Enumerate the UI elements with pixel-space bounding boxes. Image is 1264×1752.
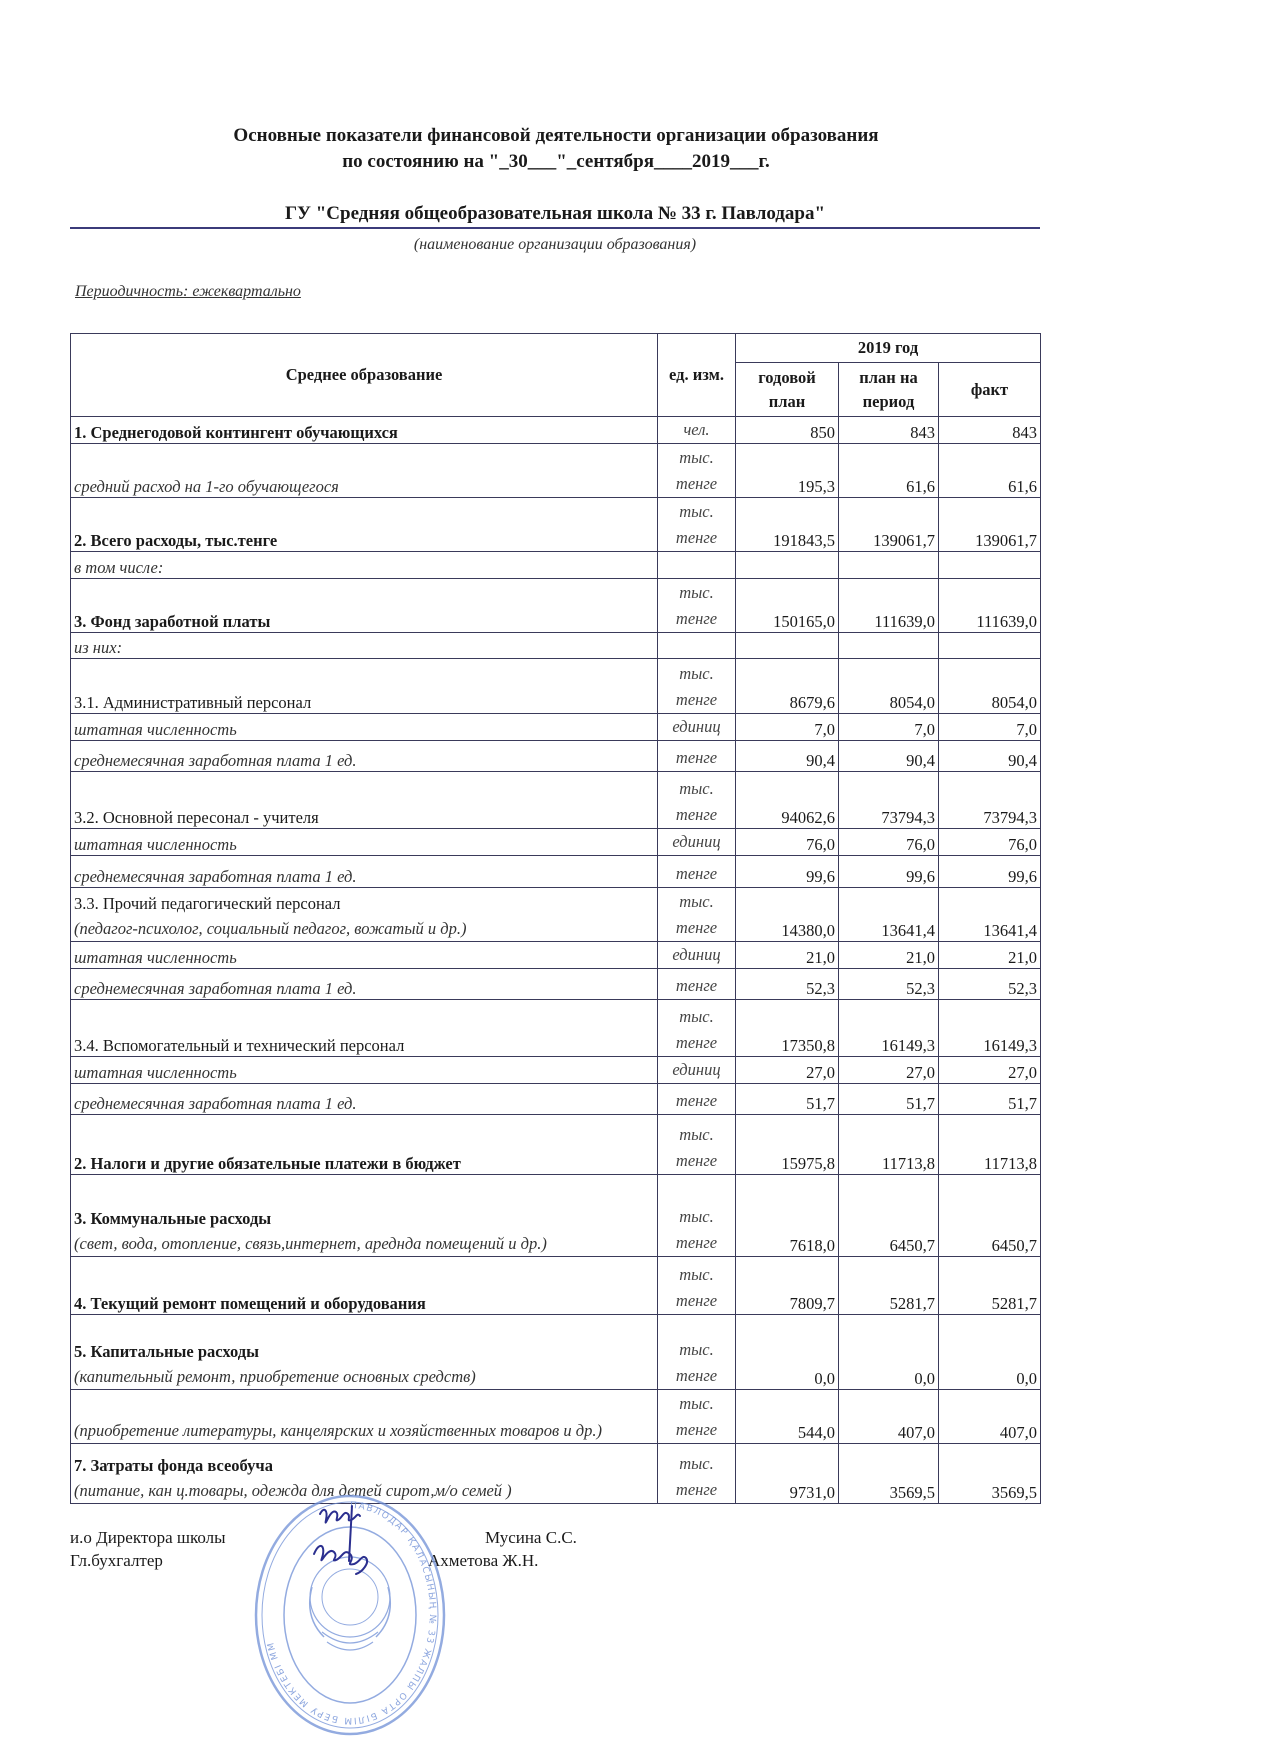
row-annual-plan: 7,0: [736, 714, 839, 741]
column-group-year: 2019 год: [736, 334, 1041, 363]
row-label: среднемесячная заработная плата 1 ед.: [74, 1094, 357, 1113]
accountant-title: Гл.бухгалтер: [70, 1551, 163, 1570]
row-unit: тыс. тенге: [658, 498, 736, 552]
row-fact: 51,7: [939, 1084, 1041, 1115]
row-period-plan: 99,6: [839, 856, 939, 888]
row-label: 7. Затраты фонда всеобуча: [74, 1456, 273, 1475]
row-period-plan: 27,0: [839, 1057, 939, 1084]
row-unit: [658, 552, 736, 579]
row-fact: 73794,3: [939, 772, 1041, 829]
row-label: 2. Налоги и другие обязательные платежи в бюджет: [74, 1154, 461, 1173]
row-unit: тыс. тенге: [658, 888, 736, 942]
row-unit: чел.: [658, 417, 736, 444]
row-period-plan: 6450,7: [839, 1175, 939, 1257]
row-period-plan: 21,0: [839, 942, 939, 969]
row-label: 4. Текущий ремонт помещений и оборудования: [74, 1294, 426, 1313]
row-indicator-name: [71, 1315, 658, 1390]
row-annual-plan: 150165,0: [736, 579, 839, 633]
table-row: [71, 1115, 1041, 1175]
table-row: [71, 1444, 1041, 1504]
row-indicator-name: [71, 633, 658, 659]
row-fact: 5281,7: [939, 1257, 1041, 1315]
row-period-plan: 111639,0: [839, 579, 939, 633]
row-label: 3.1. Административный персонал: [74, 693, 312, 712]
periodicity-label: Периодичность: ежеквартально: [75, 283, 301, 300]
table-row: [71, 1000, 1041, 1057]
row-indicator-name: [71, 714, 658, 741]
row-period-plan: 11713,8: [839, 1115, 939, 1175]
row-period-plan: 0,0: [839, 1315, 939, 1390]
row-annual-plan: 544,0: [736, 1390, 839, 1444]
row-indicator-name: [71, 1084, 658, 1115]
row-fact: 3569,5: [939, 1444, 1041, 1504]
table-row: [71, 498, 1041, 552]
row-unit: единиц: [658, 942, 736, 969]
row-period-plan: 3569,5: [839, 1444, 939, 1504]
row-period-plan: [839, 552, 939, 579]
row-period-plan: 51,7: [839, 1084, 939, 1115]
column-header-fact: факт: [939, 363, 1041, 417]
row-annual-plan: 7618,0: [736, 1175, 839, 1257]
row-unit: [658, 633, 736, 659]
row-fact: 90,4: [939, 741, 1041, 772]
row-indicator-name: [71, 498, 658, 552]
table-row: [71, 1057, 1041, 1084]
handwritten-signatures: [314, 1506, 367, 1574]
column-header-annual-plan: годовой план: [736, 363, 839, 417]
row-period-plan: 52,3: [839, 969, 939, 1000]
row-fact: [939, 552, 1041, 579]
column-header-unit: ед. изм.: [658, 334, 736, 417]
row-unit: тыс. тенге: [658, 1257, 736, 1315]
row-sublabel: (приобретение литературы, канцелярских и хозяйственных товаров и др.): [74, 1421, 602, 1440]
row-fact: 76,0: [939, 829, 1041, 856]
row-label: в том числе:: [74, 558, 164, 577]
row-unit: тыс. тенге: [658, 1390, 736, 1444]
table-row: [71, 741, 1041, 772]
table-row: [71, 969, 1041, 1000]
table-row: [71, 1315, 1041, 1390]
row-indicator-name: [71, 969, 658, 1000]
row-indicator-name: [71, 741, 658, 772]
row-label: 5. Капитальные расходы: [74, 1342, 259, 1361]
stamp-ring-text: ПАВЛОДАР ҚАЛАСЫНЫҢ № 33 ЖАЛПЫ ОРТА БІЛІМ БЕРУ МЕКТЕБІ ММ: [265, 1500, 438, 1726]
table-row: [71, 714, 1041, 741]
row-label: из них:: [74, 638, 123, 657]
table-row: [71, 444, 1041, 498]
row-label: 3.3. Прочий педагогический персонал: [74, 894, 341, 913]
organization-name: ГУ "Средняя общеобразовательная школа № 33 г. Павлодара": [70, 203, 1040, 229]
row-label: 1. Среднегодовой контингент обучающихся: [74, 423, 398, 442]
row-sublabel: (капительный ремонт, приобретение основных средств): [74, 1367, 476, 1386]
document-date-line: по состоянию на "_30___"_сентября____2019___г.: [342, 151, 770, 172]
row-indicator-name: [71, 579, 658, 633]
row-fact: 61,6: [939, 444, 1041, 498]
row-sublabel: (свет, вода, отопление, связь,интернет, аредндa помещений и др.): [74, 1234, 547, 1253]
row-annual-plan: 195,3: [736, 444, 839, 498]
director-title: и.о Директора школы: [70, 1528, 226, 1547]
row-fact: [939, 633, 1041, 659]
table-row: [71, 1084, 1041, 1115]
row-unit: тыс. тенге: [658, 1315, 736, 1390]
row-indicator-name: [71, 888, 658, 942]
row-indicator-name: [71, 552, 658, 579]
row-fact: 16149,3: [939, 1000, 1041, 1057]
row-label: 2. Всего расходы, тыс.тенге: [74, 531, 278, 550]
row-fact: 139061,7: [939, 498, 1041, 552]
row-annual-plan: 850: [736, 417, 839, 444]
row-annual-plan: 27,0: [736, 1057, 839, 1084]
row-annual-plan: 17350,8: [736, 1000, 839, 1057]
column-header-name: Среднее образование: [71, 334, 658, 417]
row-fact: 6450,7: [939, 1175, 1041, 1257]
financial-indicators-table: [70, 333, 1041, 1504]
row-unit: тыс. тенге: [658, 1175, 736, 1257]
row-period-plan: 13641,4: [839, 888, 939, 942]
row-label: 3.2. Основной пересонал - учителя: [74, 808, 319, 827]
accountant-name: Ахметова Ж.Н.: [428, 1551, 539, 1570]
table-row: [71, 1175, 1041, 1257]
row-fact: 52,3: [939, 969, 1041, 1000]
row-unit: тыс. тенге: [658, 579, 736, 633]
row-indicator-name: [71, 417, 658, 444]
row-annual-plan: [736, 633, 839, 659]
row-annual-plan: 8679,6: [736, 659, 839, 714]
row-fact: 21,0: [939, 942, 1041, 969]
row-indicator-name: [71, 1057, 658, 1084]
row-label: штатная численность: [74, 1063, 237, 1082]
row-unit: тыс. тенге: [658, 772, 736, 829]
row-fact: 99,6: [939, 856, 1041, 888]
row-period-plan: 8054,0: [839, 659, 939, 714]
row-unit: единиц: [658, 1057, 736, 1084]
row-fact: 13641,4: [939, 888, 1041, 942]
row-unit: тыс. тенге: [658, 1115, 736, 1175]
row-fact: 843: [939, 417, 1041, 444]
row-fact: 27,0: [939, 1057, 1041, 1084]
row-period-plan: 843: [839, 417, 939, 444]
official-stamp: [252, 1492, 448, 1738]
row-indicator-name: [71, 659, 658, 714]
row-annual-plan: 15975,8: [736, 1115, 839, 1175]
table-row: [71, 856, 1041, 888]
row-label: 3. Коммунальные расходы: [74, 1209, 272, 1228]
column-header-period-plan: план на период: [839, 363, 939, 417]
row-period-plan: 139061,7: [839, 498, 939, 552]
row-period-plan: 16149,3: [839, 1000, 939, 1057]
row-indicator-name: [71, 772, 658, 829]
row-period-plan: 90,4: [839, 741, 939, 772]
row-unit: тенге: [658, 1084, 736, 1115]
table-row: [71, 942, 1041, 969]
row-unit: тыс. тенге: [658, 1000, 736, 1057]
row-period-plan: 76,0: [839, 829, 939, 856]
row-unit: тенге: [658, 741, 736, 772]
table-row: [71, 1390, 1041, 1444]
row-unit: тыс. тенге: [658, 444, 736, 498]
row-annual-plan: 76,0: [736, 829, 839, 856]
row-annual-plan: 94062,6: [736, 772, 839, 829]
row-label: штатная численность: [74, 948, 237, 967]
row-unit: тыс. тенге: [658, 659, 736, 714]
table-row: [71, 552, 1041, 579]
row-fact: 7,0: [939, 714, 1041, 741]
row-unit: единиц: [658, 829, 736, 856]
row-period-plan: [839, 633, 939, 659]
row-fact: 8054,0: [939, 659, 1041, 714]
row-sublabel: (питание, кан ц.товары, одежда для детей сирот,м/о семей ): [74, 1481, 512, 1500]
row-indicator-name: [71, 1175, 658, 1257]
row-fact: 407,0: [939, 1390, 1041, 1444]
row-annual-plan: 51,7: [736, 1084, 839, 1115]
row-fact: 0,0: [939, 1315, 1041, 1390]
row-annual-plan: [736, 552, 839, 579]
row-indicator-name: [71, 942, 658, 969]
row-indicator-name: [71, 856, 658, 888]
row-annual-plan: 7809,7: [736, 1257, 839, 1315]
table-row: [71, 417, 1041, 444]
row-annual-plan: 52,3: [736, 969, 839, 1000]
row-period-plan: 5281,7: [839, 1257, 939, 1315]
row-label: среднемесячная заработная плата 1 ед.: [74, 751, 357, 770]
row-unit: тенге: [658, 969, 736, 1000]
row-indicator-name: [71, 1115, 658, 1175]
row-indicator-name: [71, 444, 658, 498]
row-indicator-name: [71, 829, 658, 856]
row-period-plan: 7,0: [839, 714, 939, 741]
row-label: штатная численность: [74, 835, 237, 854]
row-period-plan: 61,6: [839, 444, 939, 498]
table-row: [71, 1257, 1041, 1315]
table-row: [71, 659, 1041, 714]
row-annual-plan: 14380,0: [736, 888, 839, 942]
row-annual-plan: 21,0: [736, 942, 839, 969]
row-label: штатная численность: [74, 720, 237, 739]
row-label: 3.4. Вспомогательный и технический персонал: [74, 1036, 405, 1055]
row-indicator-name: [71, 1257, 658, 1315]
table-row: [71, 772, 1041, 829]
row-indicator-name: [71, 1000, 658, 1057]
organization-caption: (наименование организации образования): [413, 236, 697, 253]
row-fact: 111639,0: [939, 579, 1041, 633]
row-unit: тыс. тенге: [658, 1444, 736, 1504]
row-unit: тенге: [658, 856, 736, 888]
row-fact: 11713,8: [939, 1115, 1041, 1175]
row-period-plan: 73794,3: [839, 772, 939, 829]
row-annual-plan: 90,4: [736, 741, 839, 772]
table-body: [71, 417, 1041, 1504]
row-unit: единиц: [658, 714, 736, 741]
row-period-plan: 407,0: [839, 1390, 939, 1444]
row-indicator-name: [71, 1390, 658, 1444]
director-name: Мусина С.С.: [485, 1528, 577, 1547]
table-row: [71, 633, 1041, 659]
table-row: [71, 829, 1041, 856]
row-label: 3. Фонд заработной платы: [74, 612, 271, 631]
row-label: средний расход на 1-го обучающегося: [74, 477, 339, 496]
row-annual-plan: 99,6: [736, 856, 839, 888]
row-annual-plan: 0,0: [736, 1315, 839, 1390]
row-label: среднемесячная заработная плата 1 ед.: [74, 979, 357, 998]
row-annual-plan: 191843,5: [736, 498, 839, 552]
table-row: [71, 579, 1041, 633]
row-annual-plan: 9731,0: [736, 1444, 839, 1504]
row-label: среднемесячная заработная плата 1 ед.: [74, 867, 357, 886]
row-sublabel: (педагог-психолог, социальный педагог, вожатый и др.): [74, 919, 467, 938]
table-row: [71, 888, 1041, 942]
header-row-group: [71, 334, 1041, 363]
document-title: Основные показатели финансовой деятельности организации образования: [233, 125, 879, 146]
